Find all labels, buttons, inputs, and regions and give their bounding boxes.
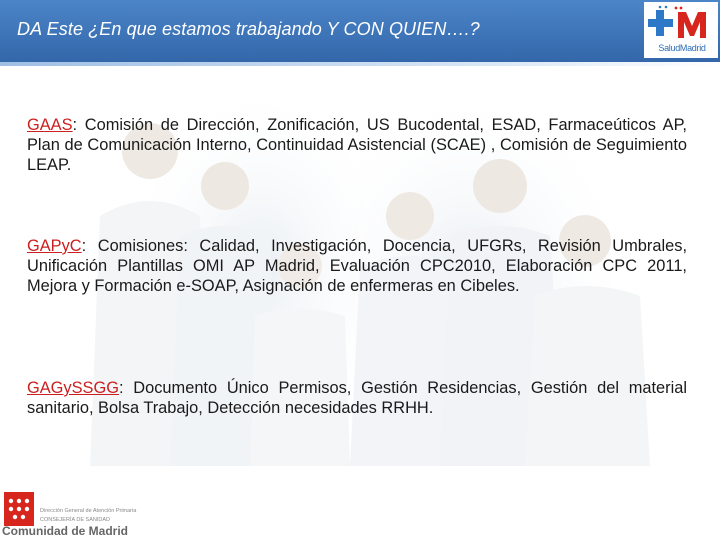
footer-ministry: CONSEJERÍA DE SANIDAD — [40, 517, 110, 523]
salud-madrid-logo — [644, 2, 718, 58]
paragraph-key: GAGySSGG — [27, 379, 119, 397]
title-bar — [0, 0, 720, 62]
salud-madrid-emblem-icon — [648, 4, 714, 44]
footer-organization: Comunidad de Madrid — [2, 524, 128, 538]
paragraph-text: : Comisiones: Calidad, Investigación, Docencia, UFGRs, Revisión Umbrales, Unificación Plantillas OMI AP Madrid, Evaluación CPC2010, Elaboración CPC 2011, Mejora y Formación e-SOAP, Asignación de enfermeras en Cibeles. — [27, 237, 687, 295]
comunidad-madrid-logo — [0, 486, 170, 540]
paragraph-text: : Comisión de Dirección, Zonificación, US Bucodental, ESAD, Farmaceúticos AP, Plan de Comunicación Interno, Continuidad Asistencial (SCAE) , Comisión de Seguimiento LEAP. — [27, 116, 687, 174]
paragraph-text: : Documento Único Permisos, Gestión Residencias, Gestión del material sanitario, Bolsa Trabajo, Detección necesidades RRHH. — [27, 379, 687, 417]
paragraph-gapyc — [27, 236, 687, 296]
comunidad-madrid-flag-icon — [4, 492, 34, 526]
paragraph-gagyssgg — [27, 378, 687, 418]
paragraph-gaas — [27, 115, 687, 175]
paragraph-key: GAAS — [27, 116, 73, 134]
paragraph-key: GAPyC — [27, 237, 82, 255]
footer-department: Dirección General de Atención Primaria — [40, 508, 137, 514]
title-divider — [0, 62, 720, 66]
slide-title: DA Este ¿En que estamos trabajando Y CON QUIEN….? — [17, 19, 480, 39]
logo-text: SaludMadrid — [658, 43, 706, 53]
